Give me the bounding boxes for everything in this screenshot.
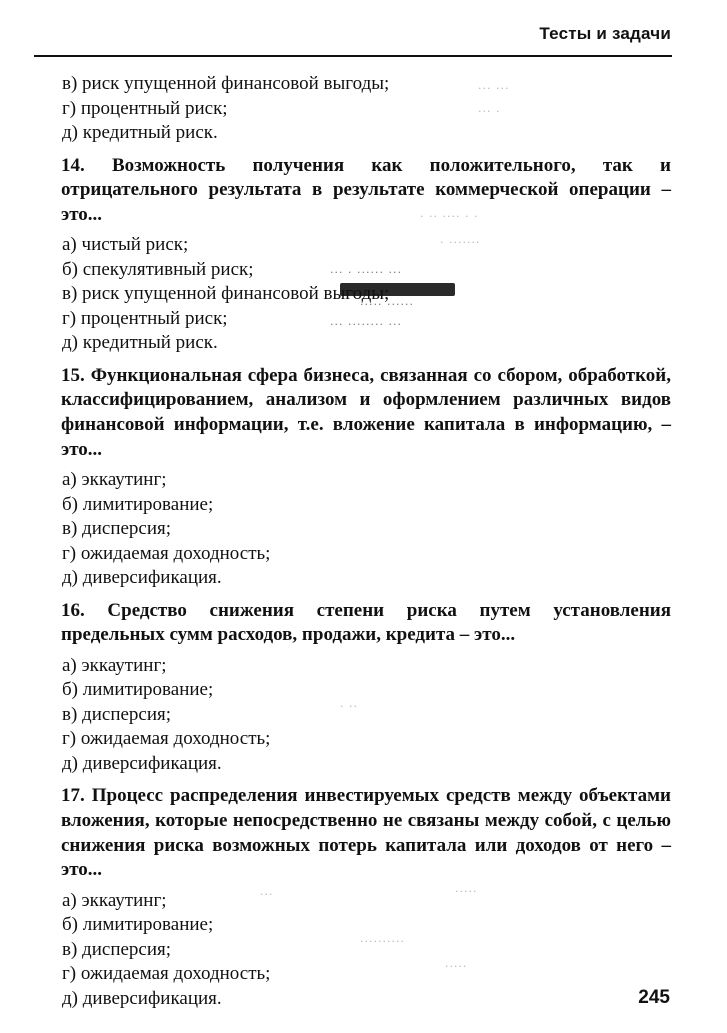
answer-option: а) эккаутинг; — [62, 654, 167, 676]
option-list — [62, 889, 672, 1012]
option-list — [62, 233, 672, 356]
option-list — [62, 468, 672, 591]
bleed-through-mark: ····· ······ — [360, 298, 414, 311]
answer-option: в) риск упущенной финансовой выгоды; — [62, 73, 390, 94]
answer-option: г) ожидаемая доходность; — [62, 542, 271, 564]
answer-option: д) кредитный риск. — [62, 122, 218, 143]
answer-option: г) процентный риск; — [62, 307, 228, 329]
faded-header-text — [400, 27, 530, 41]
answer-option: д) диверсификация. — [62, 567, 222, 589]
answer-option: в) риск упущенной финансовой выгоды; — [62, 283, 390, 305]
answer-option: в) дисперсия; — [62, 938, 172, 960]
bleed-through-mark: ····· — [455, 885, 478, 898]
running-head-title: Тесты и задачи — [539, 24, 671, 43]
bleed-through-mark: ··· ··· — [478, 82, 510, 95]
option-list — [62, 654, 672, 777]
bleed-through-mark: · ·· ···· · · — [420, 210, 479, 223]
question-15: 15. Функциональная сфера бизнеса, связанная со сбором, обработкой, классифицированием, анализом и оформлением различных видов финансовой информации, т.е. вложение капитала в информацию, – это... — [61, 364, 671, 460]
answer-option: а) эккаутинг; — [62, 889, 167, 911]
answer-option: г) процентный риск; — [62, 97, 228, 119]
answer-option: а) чистый риск; — [62, 234, 189, 256]
answer-option: б) спекулятивный риск; — [62, 258, 254, 280]
bleed-through-mark: ·········· — [360, 935, 405, 948]
answer-option: в) дисперсия; — [62, 703, 172, 725]
page-number: 245 — [638, 987, 670, 1008]
answer-option: в) дисперсия; — [62, 518, 172, 540]
bleed-through-mark: ··· · — [478, 105, 501, 118]
answer-option: г) ожидаемая доходность; — [62, 728, 271, 750]
answer-option: д) диверсификация. — [62, 987, 222, 1009]
header-rule — [34, 55, 672, 57]
bleed-through-mark: ··· — [260, 888, 274, 901]
bleed-through-mark: · ······· — [440, 236, 481, 249]
test-questions — [62, 72, 672, 1011]
answer-option: б) лимитирование; — [62, 914, 214, 936]
bleed-through-mark: · ·· — [340, 700, 358, 713]
bleed-through-mark: ··· ········ ··· — [330, 318, 402, 331]
question-16: 16. Средство снижения степени риска путем установления предельных сумм расходов, продажи, кредита – это... — [61, 599, 671, 646]
answer-option: д) кредитный риск. — [62, 332, 218, 354]
option-list — [62, 72, 672, 146]
question-17: 17. Процесс распределения инвестируемых средств между объектами вложения, которые непосредственно не связаны между собой, с целью снижения риска возможных потерь капитала или доходов от него – это... — [61, 785, 671, 881]
answer-option: б) лимитирование; — [62, 493, 214, 515]
answer-option: а) эккаутинг; — [62, 469, 167, 491]
bleed-through-mark: ··· · ······ ··· — [330, 266, 402, 279]
answer-option: г) ожидаемая доходность; — [62, 963, 271, 985]
answer-option: д) диверсификация. — [62, 752, 222, 774]
question-14: 14. Возможность получения как положительного, так и отрицательного результата в результате коммерческой операции – это... — [61, 154, 671, 225]
answer-option: б) лимитирование; — [62, 679, 214, 701]
bleed-through-mark: ····· — [445, 960, 468, 973]
